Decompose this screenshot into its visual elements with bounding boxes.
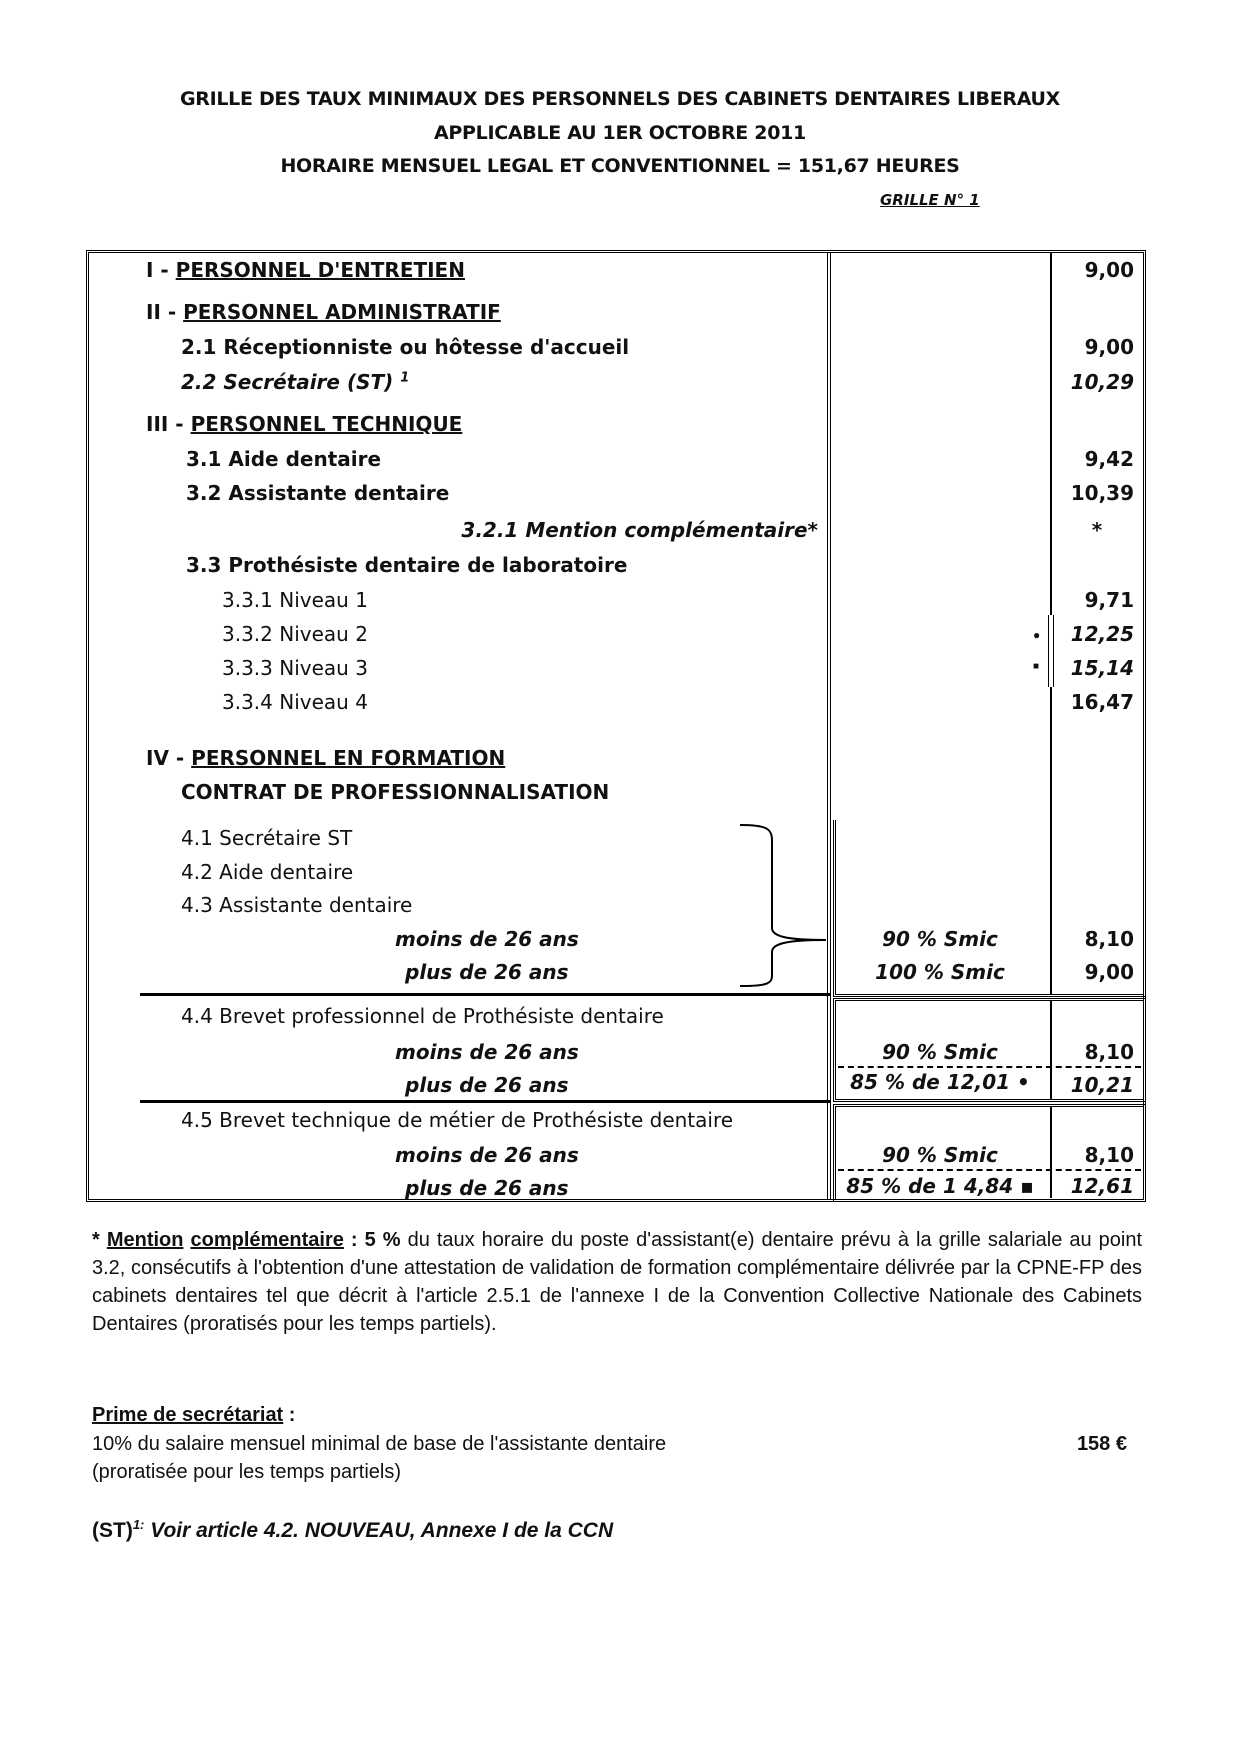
st-superscript: 1: — [132, 1517, 145, 1532]
group-3-row-2-value: 12,61 — [1070, 1174, 1134, 1198]
footnote-ref-1: 1 — [400, 370, 410, 386]
item-3-3-4-label: 3.3.4 Niveau 4 — [222, 690, 368, 714]
mention-star: * — [92, 1229, 107, 1251]
item-3-2-1-label: 3.2.1 Mention complémentaire* — [461, 518, 818, 542]
section-1-value: 9,00 — [1084, 258, 1134, 282]
group-2-row-1-value: 8,10 — [1084, 1040, 1134, 1064]
group-2-dashed-separator — [838, 1066, 1141, 1068]
item-3-1-label: 3.1 Aide dentaire — [186, 447, 382, 471]
group-2-row-2-value: 10,21 — [1070, 1073, 1134, 1097]
section-2-number: II - — [146, 300, 184, 324]
item-3-1-value: 9,42 — [1084, 447, 1134, 471]
item-3-3-2-value: 12,25 — [1070, 622, 1134, 646]
mention-percent: 5 % — [364, 1229, 401, 1251]
item-4-5-label: 4.5 Brevet technique de métier de Prothésiste dentaire — [181, 1108, 734, 1132]
section-4-title: PERSONNEL EN FORMATION — [191, 746, 506, 770]
section-2-heading — [146, 300, 501, 324]
prime-description: 10% du salaire mensuel minimal de base de l'assistante dentaire — [92, 1433, 667, 1455]
group-1-row-1-rate: 90 % Smic — [882, 927, 998, 951]
group-1-row-2-label: plus de 26 ans — [405, 960, 569, 984]
group-2-row-2-label: plus de 26 ans — [405, 1073, 569, 1097]
group-1-row-2-rate: 100 % Smic — [875, 960, 1005, 984]
section-4-number: IV - — [146, 746, 192, 770]
item-2-2-value: 10,29 — [1070, 370, 1134, 394]
group-3-row-1-rate: 90 % Smic — [882, 1143, 998, 1167]
section-3-heading — [146, 412, 462, 436]
item-3-3-4-value: 16,47 — [1070, 690, 1134, 714]
item-3-2-1-value: * — [1091, 518, 1103, 542]
mention-footnote — [92, 1226, 1142, 1338]
doc-subtitle-date: APPLICABLE AU 1ER OCTOBRE 2011 — [434, 122, 806, 144]
group-2-separator — [140, 1100, 830, 1103]
item-3-3-1-label: 3.3.1 Niveau 1 — [222, 588, 368, 612]
group-3-row-2-rate: 85 % de 1 4,84 ▪ — [846, 1174, 1034, 1198]
item-4-2-label: 4.2 Aide dentaire — [181, 860, 354, 884]
group-3-row-1-value: 8,10 — [1084, 1143, 1134, 1167]
item-4-1-label: 4.1 Secrétaire ST — [181, 826, 353, 850]
item-3-3-label: 3.3 Prothésiste dentaire de laboratoire — [186, 553, 628, 577]
item-2-1-value: 9,00 — [1084, 335, 1134, 359]
prime-colon: : — [283, 1404, 296, 1426]
mention-colon: : — [343, 1229, 365, 1251]
group-2-row-1-rate: 90 % Smic — [882, 1040, 998, 1064]
item-2-1-label: 2.1 Réceptionniste ou hôtesse d'accueil — [181, 335, 630, 359]
group-3-row-1-label: moins de 26 ans — [395, 1143, 579, 1167]
section-3-number: III - — [146, 412, 191, 436]
section-1-heading — [146, 258, 465, 282]
doc-title: GRILLE DES TAUX MINIMAUX DES PERSONNELS DES CABINETS DENTAIRES LIBERAUX — [179, 88, 1061, 110]
item-4-3-label: 4.3 Assistante dentaire — [181, 893, 413, 917]
group-1-row-1-label: moins de 26 ans — [395, 927, 579, 951]
prime-line-2: (proratisée pour les temps partiels) — [92, 1461, 402, 1483]
item-4-4-label: 4.4 Brevet professionnel de Prothésiste dentaire — [181, 1004, 664, 1028]
section-4-subtitle: CONTRAT DE PROFESSIONNALISATION — [181, 780, 610, 804]
group-1-row-2-value: 9,00 — [1084, 960, 1134, 984]
mention-text: du taux horaire du poste d'assistant(e) dentaire prévu à la grille salariale au point 3.2, consécutifs à l'obtention d'une attestation de validation de formation complémentaire délivrée par la CPNE-FP des cabinets dentaires tel que décrit à l'article 2.5.1 de l'annexe I de la Convention Collective Nationale des Cabinets Dentaires (proratisés pour les temps partiels). — [92, 1229, 1142, 1335]
mention-word-2: complémentaire — [190, 1229, 344, 1251]
item-3-2-value: 10,39 — [1070, 481, 1134, 505]
item-3-3-1-value: 9,71 — [1084, 588, 1134, 612]
section-3-title: PERSONNEL TECHNIQUE — [190, 412, 463, 436]
grouping-brace-icon — [730, 820, 830, 990]
section-4-heading — [146, 746, 505, 770]
prime-title-line — [92, 1401, 1142, 1429]
section-1-title: PERSONNEL D'ENTRETIEN — [175, 258, 465, 282]
item-3-3-3-value: 15,14 — [1070, 656, 1134, 680]
group-1-row-1-value: 8,10 — [1084, 927, 1134, 951]
section-2-title: PERSONNEL ADMINISTRATIF — [183, 300, 501, 324]
st-prefix: (ST) — [92, 1519, 133, 1542]
group-3-dashed-separator — [838, 1169, 1141, 1171]
item-3-3-2-label: 3.3.2 Niveau 2 — [222, 622, 368, 646]
item-3-3-3-label: 3.3.3 Niveau 3 — [222, 656, 368, 680]
st-text: Voir article 4.2. NOUVEAU, Annexe I de la CCN — [144, 1519, 614, 1542]
mention-word-1: Mention — [106, 1229, 184, 1251]
prime-line-1 — [92, 1430, 1142, 1458]
group-2-row-1-label: moins de 26 ans — [395, 1040, 579, 1064]
column-divider-1 — [827, 252, 831, 1200]
prime-title: Prime de secrétariat — [92, 1404, 284, 1426]
prime-amount: 158 € — [1076, 1433, 1127, 1455]
group-2-row-2-rate: 85 % de 12,01 • — [850, 1070, 1030, 1094]
doc-subtitle-hours: HORAIRE MENSUEL LEGAL ET CONVENTIONNEL = 151,67 HEURES — [280, 155, 960, 177]
bullet-marker-icon: ● — [1033, 628, 1041, 642]
item-3-2-label: 3.2 Assistante dentaire — [186, 481, 450, 505]
item-2-2-text: 2.2 Secrétaire (ST) — [181, 370, 394, 394]
st-footnote — [92, 1511, 1142, 1545]
group-1-separator — [140, 993, 830, 996]
section-1-number: I - — [146, 258, 176, 282]
grille-number: GRILLE N° 1 — [880, 191, 980, 209]
square-marker-icon: ■ — [1033, 661, 1040, 672]
item-2-2-label — [181, 370, 409, 394]
group-3-row-2-label: plus de 26 ans — [405, 1176, 569, 1200]
